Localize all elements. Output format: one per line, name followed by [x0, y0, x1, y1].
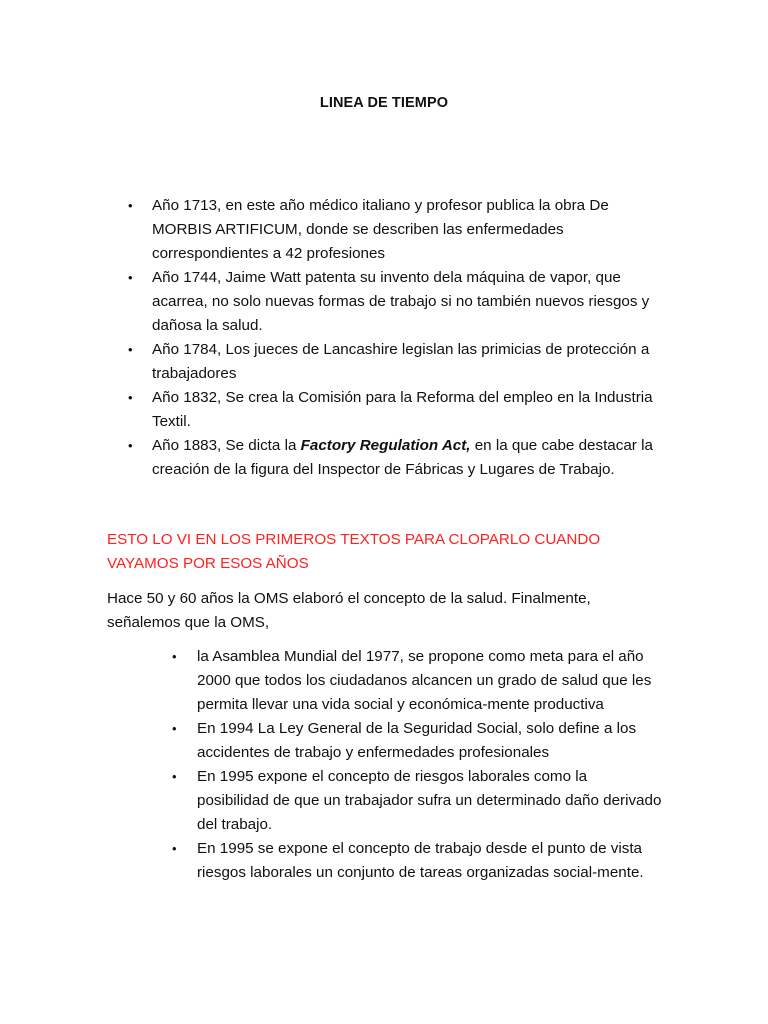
oms-list-item [172, 717, 662, 765]
timeline-item-emphasis: Factory Regulation Act, [300, 437, 471, 454]
timeline-item [128, 194, 672, 266]
bullet-icon: • [128, 342, 133, 357]
bullet-icon: • [128, 390, 133, 405]
timeline-item [128, 386, 672, 434]
timeline-item-text-before: Año 1883, Se dicta la [152, 437, 301, 454]
oms-item-text: En 1994 La Ley General de la Seguridad Social, solo define a los accidentes de trabajo y enfermedades profesionales [197, 720, 637, 761]
timeline-item [128, 434, 672, 482]
bullet-icon: • [172, 649, 177, 664]
timeline-item-text-after: en la que cabe destacar la creación de la figura del Inspector de Fábricas y Lugares de Trabajo. [152, 437, 653, 478]
timeline-item-text: Año 1832, Se crea la Comisión para la Reforma del empleo en la Industria Textil. [152, 389, 653, 430]
bullet-icon: • [172, 841, 177, 856]
timeline-item-text: Año 1744, Jaime Watt patenta su invento dela máquina de vapor, que acarrea, no solo nuevas formas de trabajo si no también nuevos riesgos y dañosa la salud. [152, 269, 650, 334]
bullet-icon: • [128, 270, 133, 285]
oms-list [172, 645, 662, 885]
bullet-icon: • [128, 438, 133, 453]
oms-item-text: la Asamblea Mundial del 1977, se propone como meta para el año 2000 que todos los ciudadanos alcancen un grado de salud que les permita llevar una vida social y económica-mente productiva [197, 648, 652, 713]
body-paragraph: Hace 50 y 60 años la OMS elaboró el concepto de la salud. Finalmente, señalemos que la OMS, [107, 590, 591, 631]
oms-list-item [172, 645, 662, 717]
timeline-item [128, 266, 672, 338]
timeline-item-text: Año 1713, en este año médico italiano y profesor publica la obra De MORBIS ARTIFICUM, donde se describen las enfermedades correspondientes a 42 profesiones [152, 197, 609, 262]
page-title: LINEA DE TIEMPO [319, 95, 449, 111]
timeline-list [128, 194, 672, 482]
timeline-item-text: Año 1784, Los jueces de Lancashire legislan las primicias de protección a trabajadores [152, 341, 650, 382]
oms-item-text: En 1995 se expone el concepto de trabajo desde el punto de vista riesgos laborales un conjunto de tareas organizadas social-mente. [197, 840, 644, 881]
bullet-icon: • [128, 198, 133, 213]
red-note: ESTO LO VI EN LOS PRIMEROS TEXTOS PARA CLOPARLO CUANDO VAYAMOS POR ESOS AÑOS [107, 531, 601, 572]
oms-item-text: En 1995 expone el concepto de riesgos laborales como la posibilidad de que un trabajador sufra un determinado daño derivado del trabajo. [197, 768, 662, 833]
oms-list-item [172, 837, 662, 885]
timeline-item [128, 338, 672, 386]
oms-list-item [172, 765, 662, 837]
bullet-icon: • [172, 769, 177, 784]
bullet-icon: • [172, 721, 177, 736]
